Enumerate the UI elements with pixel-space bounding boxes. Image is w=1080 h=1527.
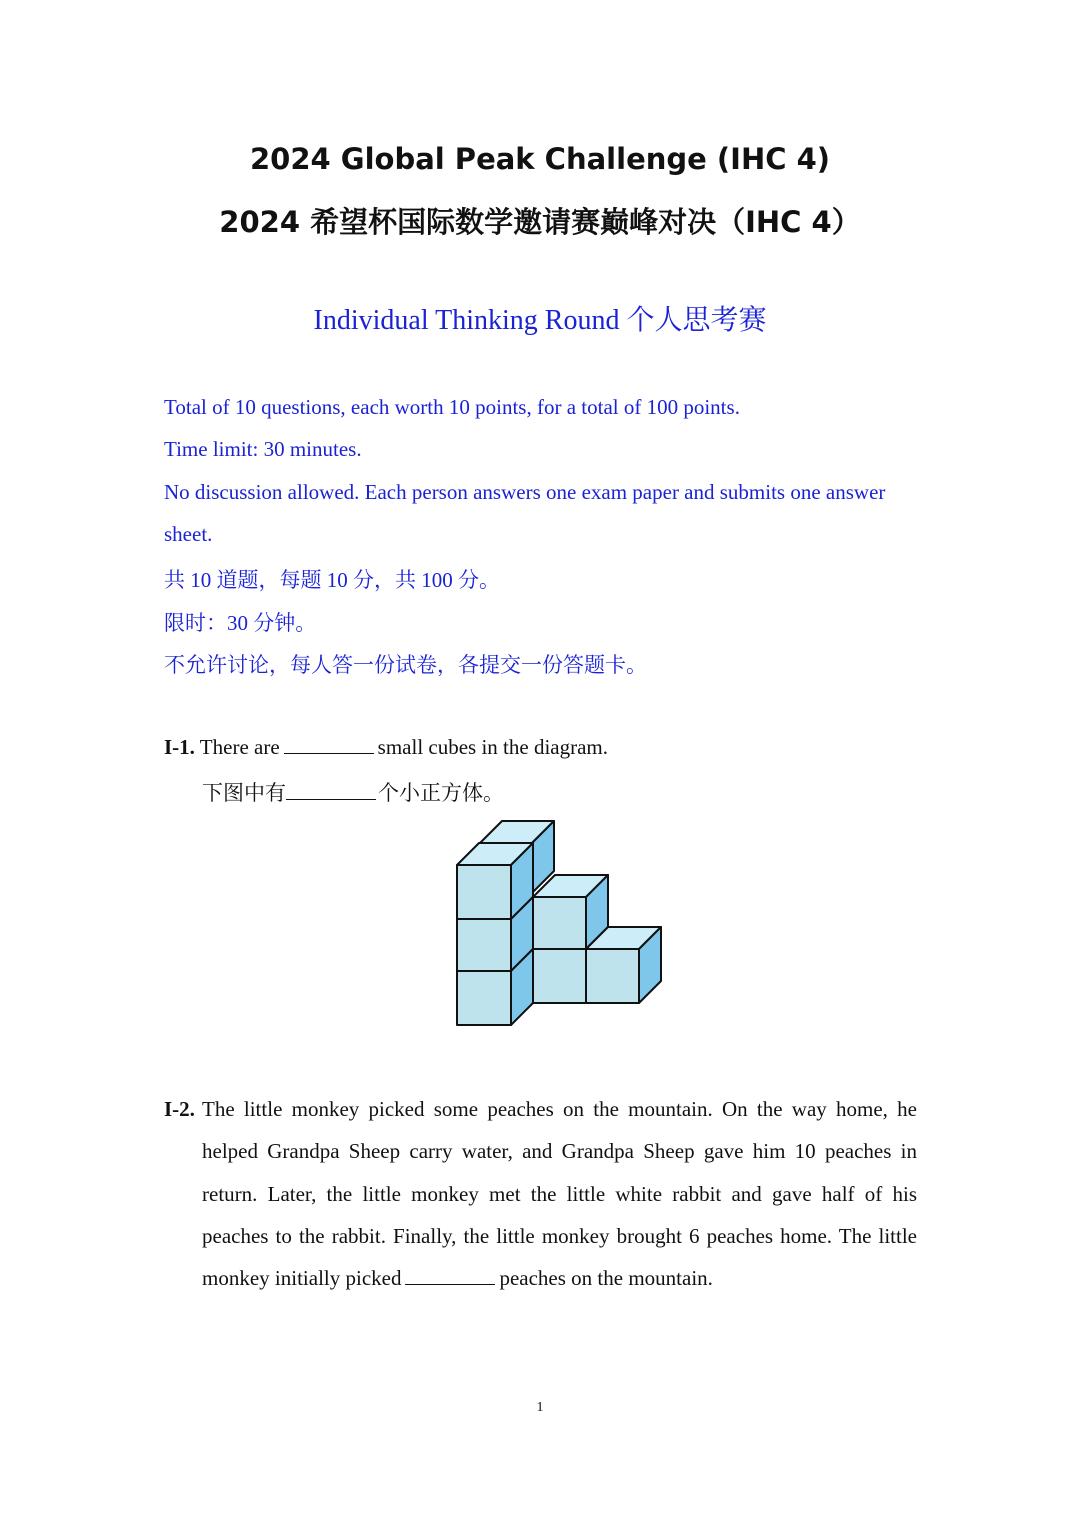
question-1-english xyxy=(164,735,608,760)
instruction-line: 共 10 道题，每题 10 分，共 100 分。 xyxy=(164,568,500,592)
instruction-line: sheet. xyxy=(164,522,213,546)
question-text: peaches on the mountain. xyxy=(499,1266,713,1291)
question-text: small cubes in the diagram. xyxy=(377,735,609,759)
instruction-line: 不允许讨论，每人答一份试卷，各提交一份答题卡。 xyxy=(164,653,647,677)
title-chinese: 2024 希望杯国际数学邀请赛巅峰对决（IHC 4） xyxy=(219,205,861,239)
instruction-line: 限时：30 分钟。 xyxy=(164,611,317,635)
cube-face-front xyxy=(533,897,586,949)
cube-face-front xyxy=(457,919,511,971)
question-text: The little monkey picked some peaches on the mountain. On the way home, he helped Grandpa Sheep carry water, and Grandpa Sheep gave him 10 peaches in return. Later, the little monkey met the little white rabbit and gave half of his peaches to the rabbit. Finally, the little monkey brought 6 peaches home. The little monkey initially picked xyxy=(202,1097,917,1291)
cube-stack-diagram xyxy=(440,815,680,1040)
answer-blank xyxy=(284,735,374,754)
question-number: I-2. xyxy=(164,1097,195,1121)
question-2-text xyxy=(202,1088,917,1299)
question-text: 下图中有 xyxy=(202,781,286,805)
answer-blank xyxy=(405,1266,495,1285)
cube-face-front xyxy=(586,949,639,1003)
title-english: 2024 Global Peak Challenge (IHC 4) xyxy=(249,142,831,176)
question-text: 个小正方体。 xyxy=(378,781,504,805)
question-text: There are xyxy=(199,735,280,759)
round-title: Individual Thinking Round 个人思考赛 xyxy=(313,305,767,336)
cube-face-front xyxy=(533,949,586,1003)
cube-stack-svg xyxy=(440,815,680,1035)
instruction-line: Time limit: 30 minutes. xyxy=(164,437,362,461)
cube-face-front xyxy=(457,971,511,1025)
cube-face-front xyxy=(457,865,511,919)
page-number: 1 xyxy=(536,1400,544,1415)
instruction-line: Total of 10 questions, each worth 10 points, for a total of 100 points. xyxy=(164,395,740,419)
instruction-line: No discussion allowed. Each person answers one exam paper and submits one answer xyxy=(164,480,886,504)
question-number: I-1. xyxy=(164,735,195,759)
answer-blank xyxy=(286,781,376,800)
question-1-chinese xyxy=(202,777,504,807)
